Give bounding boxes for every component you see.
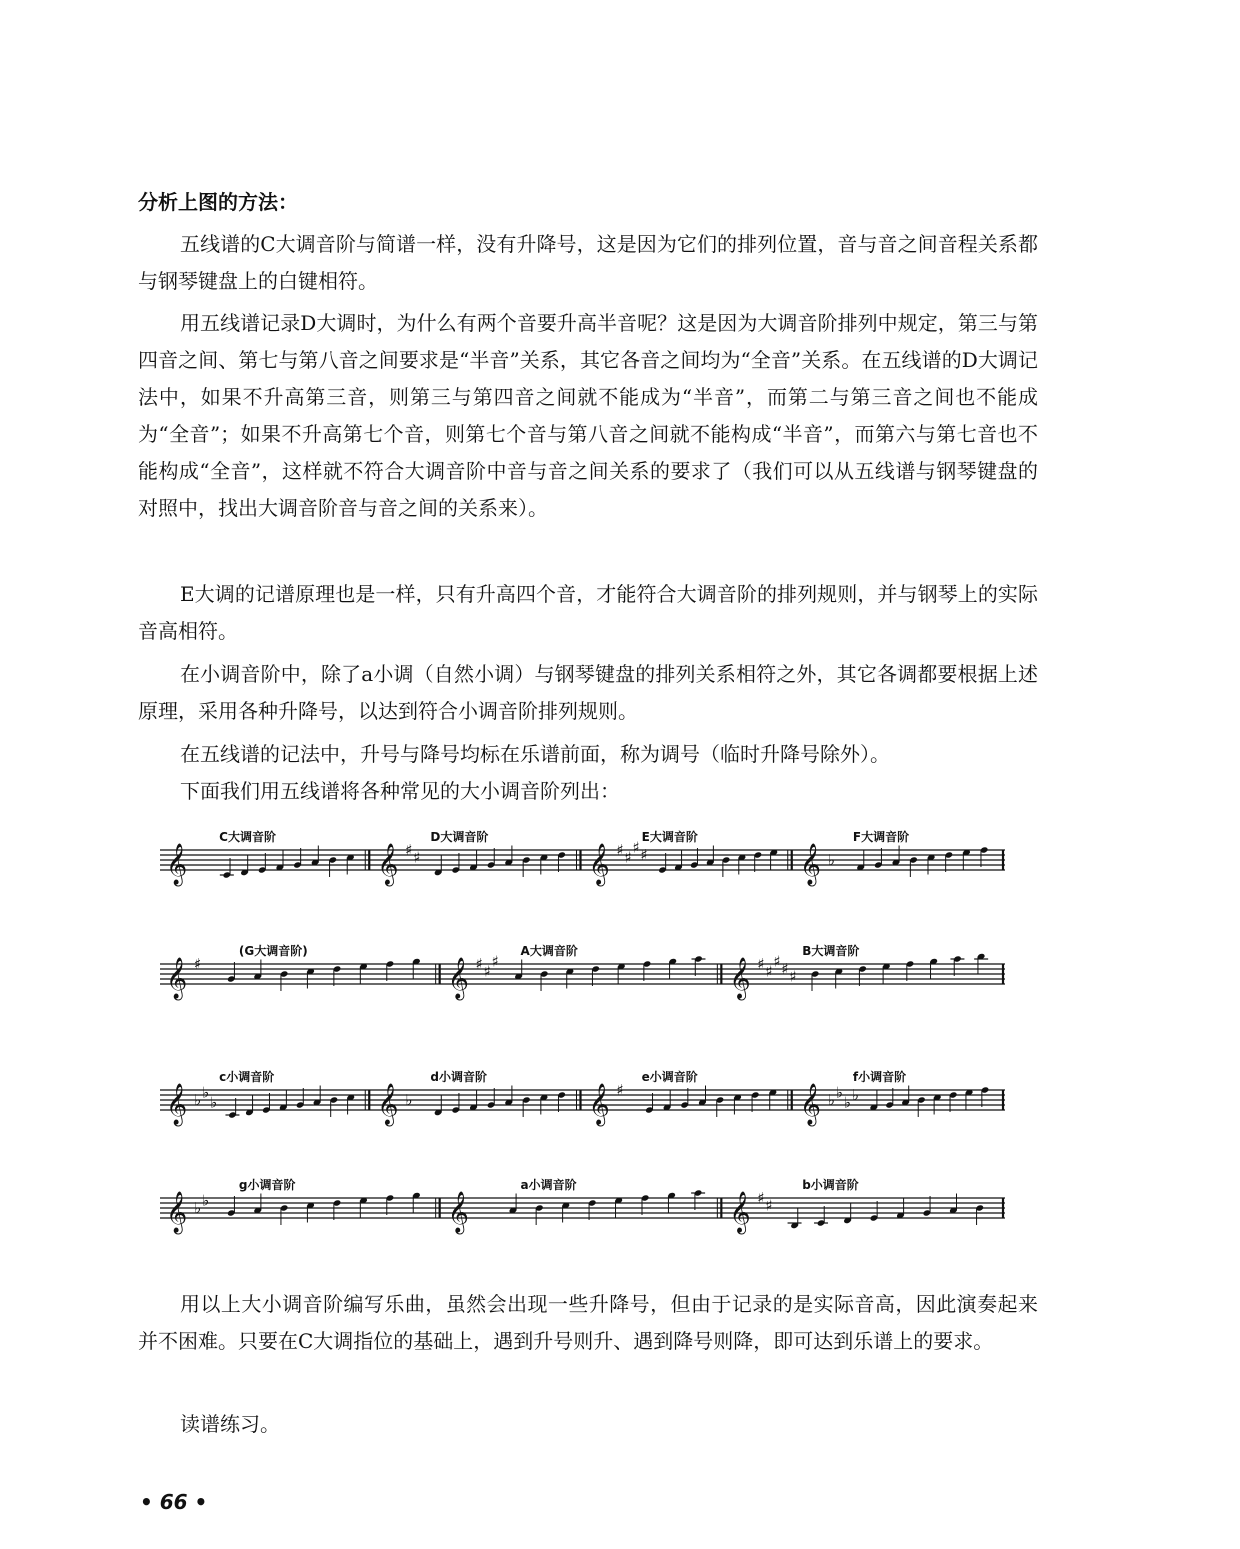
scale-row-minor-1 — [160, 1068, 1005, 1154]
scale-label: E大调音阶 — [641, 830, 698, 844]
sharp-icon: ♯ — [483, 962, 491, 981]
paragraph-d-major: 用五线谱记录D大调时，为什么有两个音要升高半音呢？这是因为大调音阶排列中规定，第三与第四音之间、第七与第八音之间要求是“半音”关系，其它各音之间均为“全音”关系。在五线谱的D大调记法中，如果不升高第三音，则第三与第四音之间就不能成为“半音”，而第二与第三音之间也不能成为“全音”；如果不升高第七个音，则第七个音与第八音之间就不能构成“半音”，而第六与第七音也不能构成“全音”，这样就不符合大调音阶中音与音之间关系的要求了（我们可以从五线谱与钢琴键盘的对照中，找出大调音阶音与音之间的关系来）。 — [138, 311, 1038, 520]
scale-label: f小调音阶 — [852, 1070, 907, 1084]
sharp-icon: ♯ — [624, 848, 632, 867]
treble-clef-icon: 𝄞 — [377, 1084, 399, 1125]
scale-label: A大调音阶 — [520, 944, 578, 958]
scale-label: c小调音阶 — [219, 1070, 275, 1084]
sharp-icon: ♯ — [765, 962, 773, 981]
treble-clef-icon: 𝄞 — [447, 958, 469, 999]
sharp-icon: ♯ — [632, 838, 640, 857]
flat-icon: ♭ — [405, 1091, 413, 1109]
scale-label: g小调音阶 — [238, 1178, 296, 1192]
treble-clef-icon: 𝄞 — [166, 1084, 188, 1125]
flat-icon: ♭ — [210, 1093, 218, 1112]
scale-label: B大调音阶 — [802, 944, 860, 958]
treble-clef-icon: 𝄞 — [729, 958, 751, 999]
scale-label: F大调音阶 — [852, 830, 910, 844]
treble-clef-icon: 𝄞 — [799, 1084, 822, 1125]
sharp-icon: ♯ — [194, 955, 202, 973]
treble-clef-icon: 𝄞 — [588, 844, 610, 885]
sharp-icon: ♯ — [757, 955, 765, 973]
flat-icon: ♭ — [843, 1093, 851, 1112]
paragraph-e-major: E大调的记谱原理也是一样，只有升高四个音，才能符合大调音阶的排列规则，并与钢琴上的实际音高相符。 — [138, 582, 1038, 643]
flat-icon: ♭ — [194, 1091, 202, 1109]
flat-icon: ♭ — [835, 1083, 843, 1102]
scale-label: a小调音阶 — [520, 1178, 577, 1192]
sharp-icon: ♯ — [405, 841, 413, 859]
scale-label: e小调音阶 — [641, 1070, 698, 1084]
paragraph-c-major: 五线谱的C大调音阶与简谱一样，没有升降号，这是因为它们的排列位置，音与音之间音程关系都与钢琴键盘上的白键相符。 — [138, 232, 1038, 293]
sharp-icon: ♯ — [616, 1081, 624, 1099]
scale-label: (G大调音阶) — [238, 944, 308, 958]
treble-clef-icon: 𝄞 — [447, 1192, 469, 1233]
page-number: • 66 • — [140, 1490, 208, 1514]
paragraph-summary: 用以上大小调音阶编写乐曲，虽然会出现一些升降号，但由于记录的是实际音高，因此演奏起来并不困难。只要在C大调指位的基础上，遇到升号则升、遇到降号则降，即可达到乐谱上的要求。 — [138, 1292, 1038, 1353]
sharp-icon: ♯ — [789, 967, 797, 986]
scale-row-minor-2 — [160, 1176, 1005, 1262]
scale-label: D大调音阶 — [430, 830, 489, 844]
flat-icon: ♭ — [827, 1091, 835, 1109]
treble-clef-icon: 𝄞 — [799, 844, 822, 885]
paragraph-scale-intro: 下面我们用五线谱将各种常见的大小调音阶列出： — [180, 779, 620, 803]
flat-icon: ♭ — [202, 1191, 210, 1210]
treble-clef-icon: 𝄞 — [166, 844, 188, 885]
sharp-icon: ♯ — [475, 955, 483, 973]
sharp-icon: ♯ — [773, 952, 781, 971]
flat-icon: ♭ — [827, 851, 835, 869]
sharp-icon: ♯ — [616, 841, 624, 859]
treble-clef-icon: 𝄞 — [588, 1084, 610, 1125]
analysis-heading: 分析上图的方法： — [138, 190, 298, 214]
treble-clef-icon: 𝄞 — [166, 958, 188, 999]
scale-label: d小调音阶 — [430, 1070, 487, 1084]
scale-row-major-2 — [160, 942, 1005, 1028]
flat-icon: ♭ — [194, 1199, 202, 1217]
scale-label: C大调音阶 — [219, 830, 276, 844]
paragraph-minor-scales: 在小调音阶中，除了a小调（自然小调）与钢琴键盘的排列关系相符之外，其它各调都要根据上述原理，采用各种升降号，以达到符合小调音阶排列规则。 — [138, 662, 1038, 723]
treble-clef-icon: 𝄞 — [729, 1192, 751, 1233]
scale-label: b小调音阶 — [802, 1178, 859, 1192]
sharp-icon: ♯ — [765, 1196, 773, 1215]
sharp-icon: ♯ — [413, 848, 421, 867]
flat-icon: ♭ — [202, 1083, 210, 1102]
sharp-icon: ♯ — [757, 1189, 765, 1207]
flat-icon: ♭ — [851, 1086, 859, 1104]
reading-practice-heading: 读谱练习。 — [180, 1412, 280, 1436]
treble-clef-icon: 𝄞 — [166, 1192, 188, 1233]
treble-clef-icon: 𝄞 — [377, 844, 399, 885]
sharp-icon: ♯ — [640, 846, 648, 864]
paragraph-key-signature: 在五线谱的记法中，升号与降号均标在乐谱前面，称为调号（临时升降号除外）。 — [180, 742, 890, 766]
scale-row-major-1 — [160, 828, 1005, 914]
sharp-icon: ♯ — [781, 960, 789, 978]
sharp-icon: ♯ — [491, 952, 499, 971]
